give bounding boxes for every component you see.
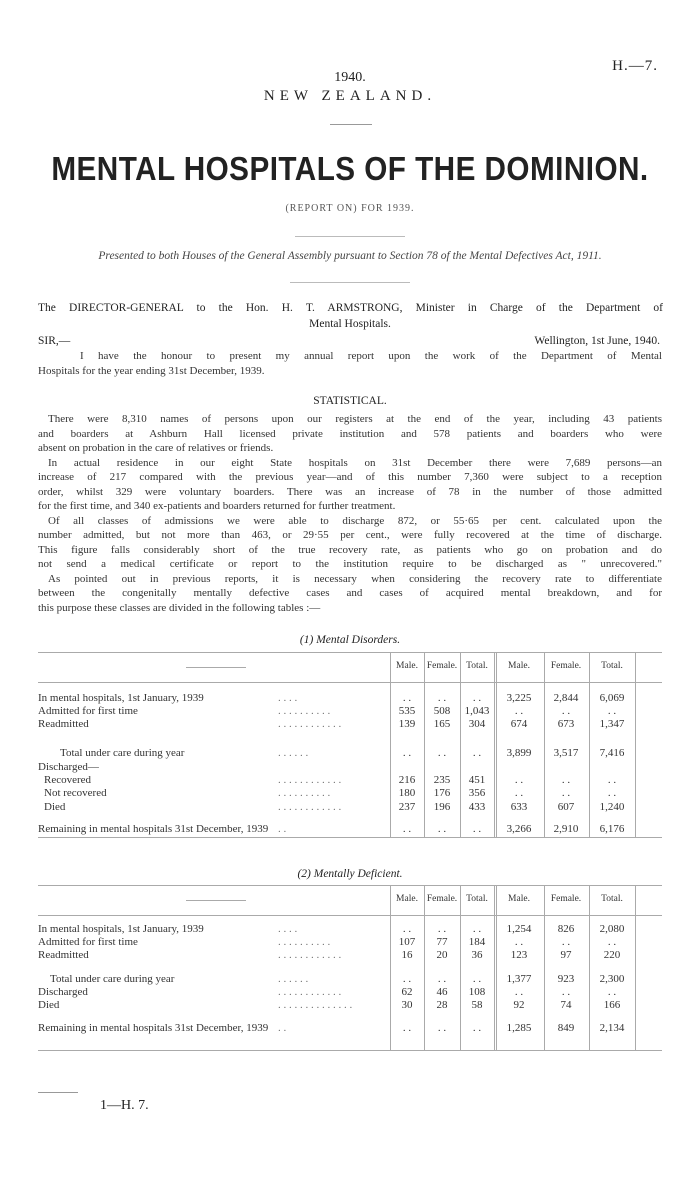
table-cell: 3,266 bbox=[506, 823, 532, 835]
table-cell: 180 bbox=[398, 787, 416, 799]
table-cell: . . bbox=[437, 973, 447, 985]
text-line: between the congenitally mentally defective cases and cases of acquired mental breakdown, and for bbox=[38, 587, 662, 599]
table-cell: 304 bbox=[468, 718, 486, 730]
column-header: Male. bbox=[396, 894, 418, 904]
table-cell: . . bbox=[437, 823, 447, 835]
text-line: Of all classes of admissions we were able to discharge 872, or 55·65 per cent. calculated upon the bbox=[48, 514, 662, 527]
text-line: This figure falls considerably short of the true recovery rate, as patients who go on probation and do bbox=[38, 543, 662, 556]
row-label: In mental hospitals, 1st January, 1939 bbox=[38, 692, 204, 704]
table-cell: . . bbox=[402, 923, 412, 935]
row-label: Discharged— bbox=[38, 761, 99, 773]
table-cell: . . bbox=[607, 774, 617, 786]
table-cell: 108 bbox=[468, 986, 486, 998]
table-cell: 535 bbox=[398, 705, 416, 717]
table-cell: . . bbox=[437, 747, 447, 759]
header-dash bbox=[186, 667, 246, 668]
table-cell: 6,069 bbox=[599, 692, 625, 704]
row-leader: . . bbox=[278, 1022, 287, 1034]
table-cell: 166 bbox=[603, 999, 621, 1011]
column-header: Total. bbox=[601, 661, 623, 671]
header-dash bbox=[186, 900, 246, 901]
row-label: Readmitted bbox=[38, 949, 89, 961]
table-cell: 849 bbox=[557, 1022, 575, 1034]
table-cell: 2,844 bbox=[553, 692, 579, 704]
row-label: Not recovered bbox=[44, 787, 107, 799]
table-title: (1) Mental Disorders. bbox=[299, 634, 401, 646]
column-header: Total. bbox=[601, 894, 623, 904]
table-cell: . . bbox=[514, 774, 524, 786]
mental-disorders-table bbox=[38, 652, 662, 837]
table-cell: 508 bbox=[433, 705, 451, 717]
table-cell: . . bbox=[472, 973, 482, 985]
table-cell: . . bbox=[561, 705, 571, 717]
row-leader: . . . . . . . . . . . . bbox=[278, 949, 342, 961]
row-label: Died bbox=[44, 801, 66, 813]
column-header: Male. bbox=[508, 661, 530, 671]
mentally-deficient-table bbox=[38, 885, 662, 1050]
table-cell: 1,347 bbox=[599, 718, 625, 730]
column-header: Female. bbox=[426, 894, 458, 904]
divider bbox=[295, 236, 405, 237]
text-line: number admitted, but not more than 463, or 29·55 per cent., were fully recovered at the time of discharge. bbox=[38, 529, 662, 541]
table-cell: 46 bbox=[436, 986, 448, 998]
row-leader: . . . . . . . . . . . . . . bbox=[278, 999, 353, 1011]
table-cell: 62 bbox=[401, 986, 413, 998]
text-line: Hospitals for the year ending 31st December, 1939. bbox=[38, 364, 265, 377]
table-cell: 2,300 bbox=[599, 973, 625, 985]
address-line: The DIRECTOR-GENERAL to the Hon. H. T. ARMSTRONG, Minister in Charge of the Department of bbox=[38, 302, 663, 314]
table-cell: 28 bbox=[436, 999, 448, 1011]
column-header: Male. bbox=[508, 894, 530, 904]
row-leader: . . . . . . bbox=[278, 973, 309, 985]
row-label: Readmitted bbox=[38, 718, 89, 730]
table-cell: 923 bbox=[557, 973, 575, 985]
table-cell: 674 bbox=[510, 718, 528, 730]
table-cell: . . bbox=[561, 986, 571, 998]
column-header: Female. bbox=[426, 661, 458, 671]
table-cell: 184 bbox=[468, 936, 486, 948]
statistical-paragraph bbox=[38, 412, 662, 615]
table-cell: . . bbox=[514, 705, 524, 717]
table-rule bbox=[38, 837, 662, 838]
row-leader: . . . . . . . . . . . . bbox=[278, 986, 342, 998]
text-line: for the first time, and 340 ex-patients and boarders returned for further treatment. bbox=[38, 500, 396, 512]
salutation: SIR,— bbox=[38, 335, 71, 347]
table-cell: 235 bbox=[433, 774, 451, 786]
table-cell: . . bbox=[607, 787, 617, 799]
table-cell: 2,134 bbox=[599, 1022, 625, 1034]
table-cell: 74 bbox=[560, 999, 572, 1011]
table-cell: 30 bbox=[401, 999, 413, 1011]
table-cell: . . bbox=[472, 1022, 482, 1034]
table-cell: 633 bbox=[510, 801, 528, 813]
text-line: this purpose these classes are divided in the following tables :— bbox=[38, 601, 321, 614]
report-year: 1940. bbox=[334, 70, 366, 85]
column-header: Female. bbox=[550, 894, 582, 904]
table-cell: 1,377 bbox=[506, 973, 532, 985]
table-rule bbox=[38, 885, 662, 886]
row-label: Admitted for first time bbox=[38, 705, 138, 717]
row-leader: . . . . . . bbox=[278, 747, 309, 759]
table-cell: . . bbox=[607, 936, 617, 948]
table-cell: . . bbox=[472, 923, 482, 935]
table-cell: 3,899 bbox=[506, 747, 532, 759]
table-rule bbox=[38, 915, 662, 916]
column-header: Total. bbox=[466, 661, 488, 671]
row-label: In mental hospitals, 1st January, 1939 bbox=[38, 923, 204, 935]
row-leader: . . . . . . . . . . bbox=[278, 705, 331, 717]
table-cell: 673 bbox=[557, 718, 575, 730]
table-cell: . . bbox=[402, 1022, 412, 1034]
row-label: Admitted for first time bbox=[38, 936, 138, 948]
text-line: I have the honour to present my annual report upon the work of the Department of Mental bbox=[80, 350, 662, 362]
table-cell: . . bbox=[437, 923, 447, 935]
row-label: Discharged bbox=[38, 986, 88, 998]
table-rule bbox=[38, 652, 662, 653]
page-reference: H.—7. bbox=[612, 58, 658, 74]
table-cell: 216 bbox=[398, 774, 416, 786]
table-cell: 433 bbox=[468, 801, 486, 813]
divider bbox=[290, 282, 410, 283]
row-leader: . . . . bbox=[278, 692, 298, 704]
text-line: increase of 217 compared with the previous year—and of this number 7,360 were subject to a reception bbox=[38, 471, 662, 483]
address-line: Mental Hospitals. bbox=[309, 318, 391, 330]
table-rule bbox=[38, 1050, 662, 1051]
table-cell: 3,517 bbox=[553, 747, 579, 759]
table-cell: 92 bbox=[513, 999, 525, 1011]
table-cell: . . bbox=[472, 747, 482, 759]
row-label: Recovered bbox=[44, 774, 92, 786]
table-cell: 139 bbox=[398, 718, 416, 730]
table-cell: 7,416 bbox=[599, 747, 625, 759]
text-line: In actual residence in our eight State hospitals on 31st December there were 7,689 persons—an bbox=[48, 456, 662, 469]
table-cell: 6,176 bbox=[599, 823, 625, 835]
letter-date: Wellington, 1st June, 1940. bbox=[534, 335, 660, 347]
table-cell: . . bbox=[402, 973, 412, 985]
row-label: Died bbox=[38, 999, 60, 1011]
table-cell: 826 bbox=[557, 923, 575, 935]
table-cell: . . bbox=[402, 747, 412, 759]
table-cell: . . bbox=[472, 823, 482, 835]
text-line: and boarders at Ashburn Hall licensed private institution and 578 patients and boarders who were bbox=[38, 427, 662, 440]
table-cell: 123 bbox=[510, 949, 528, 961]
table-cell: 237 bbox=[398, 801, 416, 813]
table-cell: 165 bbox=[433, 718, 451, 730]
country-heading: NEW ZEALAND. bbox=[263, 88, 437, 104]
table-cell: 16 bbox=[401, 949, 413, 961]
table-cell: . . bbox=[437, 1022, 447, 1034]
table-cell: . . bbox=[607, 705, 617, 717]
table-cell: 3,225 bbox=[506, 692, 532, 704]
table-cell: 1,043 bbox=[464, 705, 490, 717]
table-cell: 2,910 bbox=[553, 823, 579, 835]
row-leader: . . . . . . . . . . . . bbox=[278, 718, 342, 730]
table-cell: . . bbox=[402, 692, 412, 704]
table-cell: . . bbox=[561, 936, 571, 948]
table-cell: . . bbox=[514, 936, 524, 948]
column-header: Male. bbox=[396, 661, 418, 671]
presented-note: Presented to both Houses of the General Assembly pursuant to Section 78 of the Mental Defectives Act, 1911. bbox=[98, 250, 602, 262]
table-cell: . . bbox=[514, 787, 524, 799]
table-cell: 356 bbox=[468, 787, 486, 799]
table-cell: . . bbox=[607, 986, 617, 998]
table-cell: 220 bbox=[603, 949, 621, 961]
table-cell: 1,240 bbox=[599, 801, 625, 813]
row-leader: . . . . . . . . . . . . bbox=[278, 774, 342, 786]
text-line: order, whilst 329 were voluntary boarders. There was an increase of 78 in the number of those admitted bbox=[38, 485, 662, 498]
column-header: Total. bbox=[466, 894, 488, 904]
table-cell: 176 bbox=[433, 787, 451, 799]
table-cell: . . bbox=[514, 986, 524, 998]
row-leader: . . . . . . . . . . . . bbox=[278, 801, 342, 813]
table-rule bbox=[38, 682, 662, 683]
row-label: Total under care during year bbox=[60, 747, 185, 759]
table-cell: 107 bbox=[398, 936, 416, 948]
row-leader: . . . . bbox=[278, 923, 298, 935]
table-cell: . . bbox=[561, 774, 571, 786]
table-cell: 607 bbox=[557, 801, 575, 813]
table-cell: 1,285 bbox=[506, 1022, 532, 1034]
row-label: Remaining in mental hospitals 31st December, 1939 bbox=[38, 823, 269, 835]
divider bbox=[38, 1092, 78, 1093]
document-subtitle: (REPORT ON) FOR 1939. bbox=[285, 203, 415, 214]
table-cell: 58 bbox=[471, 999, 483, 1011]
table-cell: 196 bbox=[433, 801, 451, 813]
table-cell: 97 bbox=[560, 949, 572, 961]
table-cell: . . bbox=[437, 692, 447, 704]
text-line: As pointed out in previous reports, it is necessary when considering the recovery rate to differentiate bbox=[48, 572, 662, 585]
text-line: absent on probation in the care of relatives or friends. bbox=[38, 442, 274, 454]
document-title: MENTAL HOSPITALS OF THE DOMINION. bbox=[51, 150, 649, 187]
table-cell: 20 bbox=[436, 949, 448, 961]
divider bbox=[330, 124, 372, 125]
table-cell: . . bbox=[561, 787, 571, 799]
row-leader: . . . . . . . . . . bbox=[278, 787, 331, 799]
table-cell: . . bbox=[402, 823, 412, 835]
column-header: Female. bbox=[550, 661, 582, 671]
intro-paragraph bbox=[38, 349, 662, 378]
section-heading: STATISTICAL. bbox=[313, 395, 387, 407]
footer-reference: 1—H. 7. bbox=[100, 1098, 149, 1113]
table-cell: 451 bbox=[468, 774, 486, 786]
table-cell: 1,254 bbox=[506, 923, 532, 935]
table-cell: . . bbox=[472, 692, 482, 704]
table-cell: 2,080 bbox=[599, 923, 625, 935]
text-line: There were 8,310 names of persons upon our registers at the end of the year, including 43 patients bbox=[48, 413, 662, 425]
table-cell: 77 bbox=[436, 936, 448, 948]
table-title: (2) Mentally Deficient. bbox=[297, 868, 403, 880]
table-cell: 36 bbox=[471, 949, 483, 961]
row-label: Total under care during year bbox=[50, 973, 175, 985]
text-line: not send a medical certificate or report to the institution require to be discharged as " unrecovered." bbox=[38, 558, 662, 570]
row-leader: . . bbox=[278, 823, 287, 835]
row-label: Remaining in mental hospitals 31st December, 1939 bbox=[38, 1022, 269, 1034]
row-leader: . . . . . . . . . . bbox=[278, 936, 331, 948]
